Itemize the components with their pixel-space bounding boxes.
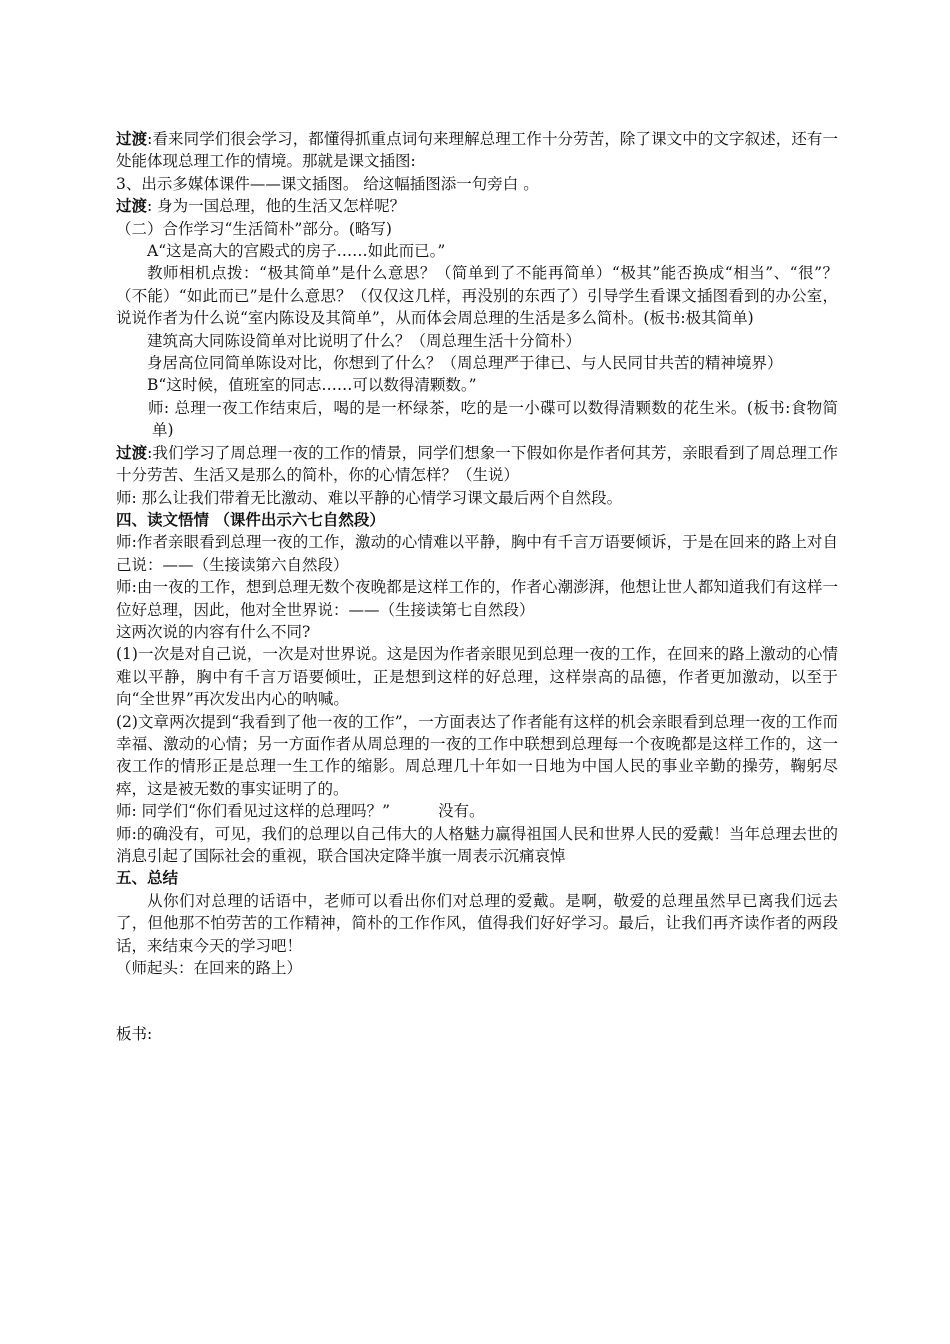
paragraph-transition-2: [116, 195, 838, 217]
teacher-question-text: 师: 同学们“你们看见过这样的总理吗？”: [116, 802, 390, 821]
paragraph-summary: 从你们对总理的话语中，老师可以看出你们对总理的爱戴。是啊，敬爱的总理虽然早已离我们远去了，但他那不怕劳苦的工作精神，简朴的工作作风，值得我们好好学习。最后，让我们再齐读作者的两段话，来结束今天的学习吧！: [116, 891, 838, 955]
paragraph-text: :我们学习了周总理一夜的工作的情景，同学们想象一下假如你是作者何其芳，亲眼看到了周总理工作十分劳苦、生活又是那么的简朴，你的心情怎样？（生说）: [116, 443, 838, 485]
student-answer-text: 没有。: [438, 802, 485, 821]
paragraph-transition-3: [116, 442, 838, 487]
transition-label: 过渡: [116, 197, 148, 216]
paragraph-reading-2: 师:由一夜的工作，想到总理无数个夜晚都是这样工作的，作者心潮澎湃，他想让世人都知道我们有这样一位好总理，因此，他对全世界说：——（生接读第七自然段）: [116, 578, 838, 619]
paragraph-teacher-hint: 教师相机点拨：“极其简单”是什么意思？（简单到了不能再简单）“极其”能否换成“相当”、“很”？（不能）“如此而已”是什么意思？（仅仅这几样，再没别的东西了）引导学生看课文插图看到的办公室，说说作者为什么说“室内陈设及其简单”，从而体会周总理的生活是多么简朴。(板书:极其简单): [116, 264, 838, 328]
blank-spacer: [116, 979, 838, 1023]
paragraph-contrast-2: 身居高位同简单陈设对比，你想到了什么？（周总理严于律已、与人民同甘共苦的精神境界）: [147, 354, 783, 373]
paragraph-section-2: （二）合作学习“生活简朴”部分。(略写): [116, 219, 392, 238]
transition-label: 过渡: [116, 443, 148, 462]
paragraph-reading-1: 师:作者亲眼看到总理一夜的工作，激动的心情难以平静，胸中有千言万语要倾诉，于是在回来的路上对自己说：——（生接读第六自然段）: [116, 533, 838, 574]
section-heading-5: 五、总结: [116, 869, 179, 888]
paragraph-quote-b: B“这时候，值班室的同志……可以数得清颗数。”: [147, 376, 477, 395]
paragraph-answer-1: (1)一次是对自己说，一次是对世界说。这是因为作者亲眼见到总理一夜的工作，在回来的路上激动的心情难以平静，胸中有千言万语要倾吐，正是想到这样的好总理，这样崇高的品德，作者更加激动，以至于向“全世界”再次发出内心的呐喊。: [116, 645, 838, 709]
paragraph-board-notes: 板书:: [116, 1025, 153, 1044]
section-heading-4: 四、读文悟情 （课件出示六七自然段）: [116, 510, 385, 529]
paragraph-transition-1: [116, 128, 838, 173]
document-body: [116, 128, 838, 1046]
paragraph-answer-2: (2)文章两次提到“我看到了他一夜的工作”，一方面表达了作者能有这样的机会亲眼看到总理一夜的工作而幸福、激动的心情；另一方面作者从周总理的一夜的工作中联想到总理每一个夜晚都是这样工作的，这一夜工作的情形正是总理一生工作的缩影。周总理几十年如一日地为中国人民的事业辛勤的操劳，鞠躬尽瘁，这是被无数的事实证明了的。: [116, 712, 838, 798]
transition-label: 过渡: [116, 130, 148, 148]
paragraph-text: : 身为一国总理，他的生活又怎样呢？: [147, 197, 406, 216]
paragraph-teacher-conclusion: 师:的确没有，可见，我们的总理以自己伟大的人格魅力赢得祖国人民和世界人民的爱戴！当年总理去世的消息引起了国际社会的重视，联合国决定降半旗一周表示沉痛哀悼: [116, 824, 838, 865]
paragraph-text: :看来同学们很会学习，都懂得抓重点词句来理解总理工作十分劳苦，除了课文中的文字叙述，还有一处能体现总理工作的情境。那就是课文插图:: [116, 130, 838, 171]
paragraph-teacher-question: [116, 800, 838, 822]
paragraph-reading-cue: （师起头：在回来的路上）: [116, 959, 303, 978]
paragraph-quote-a: A“这是高大的宫殿式的房子……如此而已。”: [147, 242, 446, 261]
paragraph-teacher-note: 师: 总理一夜工作结束后，喝的是一杯绿茶，吃的是一小碟可以数得清颗数的花生米。(板书:食物简单): [148, 398, 838, 440]
paragraph-question: 这两次说的内容有什么不同?: [116, 622, 311, 641]
paragraph-teacher-lead: 师: 那么让我们带着无比激动、难以平静的心情学习课文最后两个自然段。: [116, 488, 623, 507]
paragraph-contrast-1: 建筑高大同陈设简单对比说明了什么？（周总理生活十分简朴）: [147, 331, 582, 350]
paragraph-step-3: 3、出示多媒体课件——课文插图。 给这幅插图添一句旁白 。: [116, 174, 539, 193]
